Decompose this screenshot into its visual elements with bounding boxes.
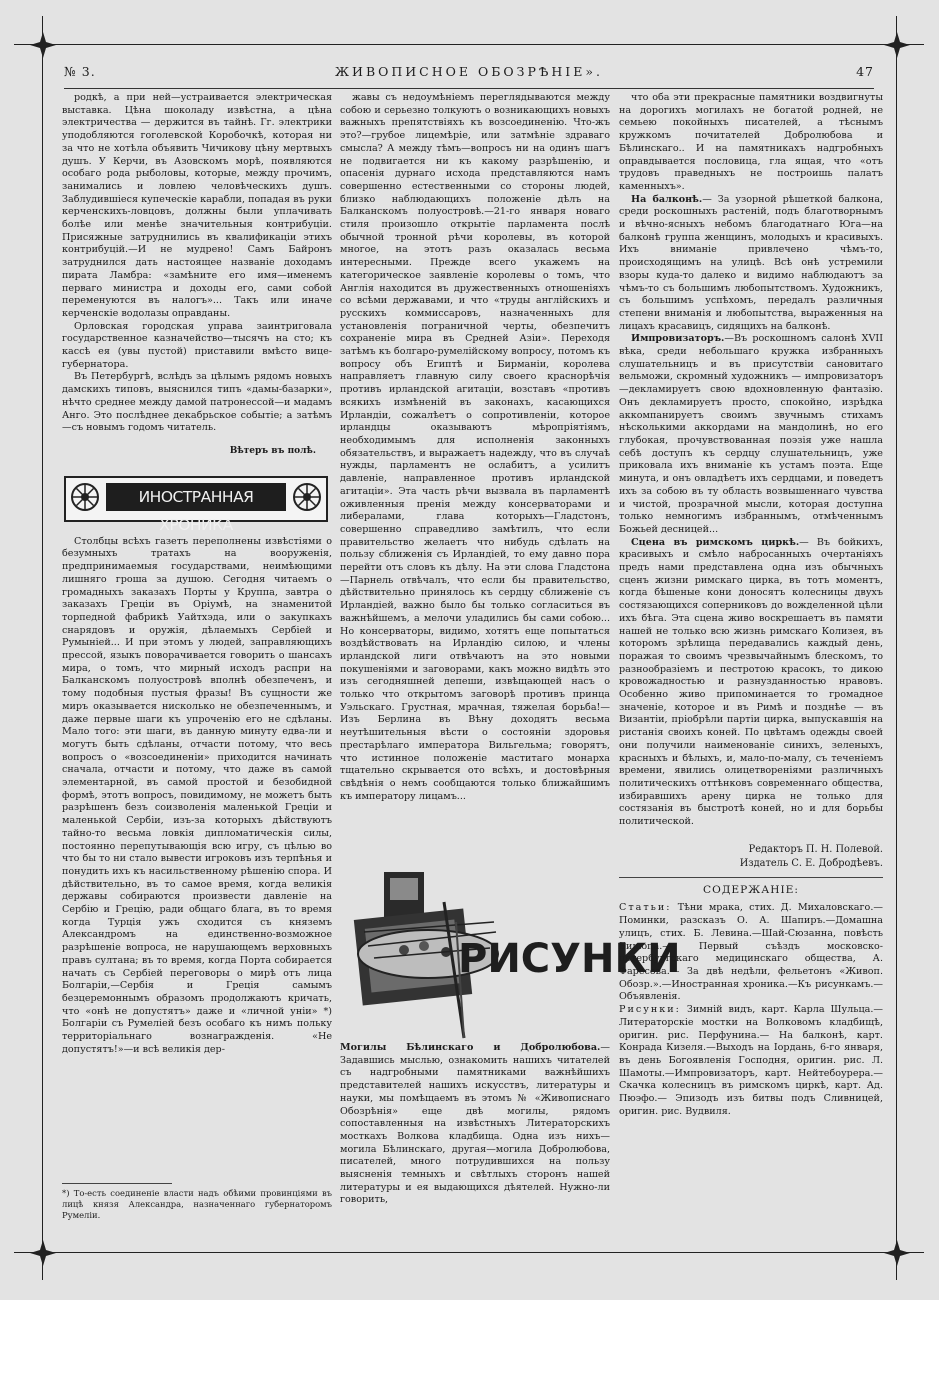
header-rule (64, 88, 874, 89)
article-section (619, 537, 883, 829)
section-lead: Сцена въ римскомъ циркѣ. (631, 536, 800, 548)
signature: Вѣтеръ въ полѣ. (229, 445, 316, 456)
contents-rule (619, 877, 883, 878)
publisher-line: Издатель С. Е. Добродѣевъ. (739, 857, 883, 869)
article-section (619, 333, 883, 536)
risunki-article (340, 1042, 610, 1207)
contents-lead: Рисунки: (619, 1004, 681, 1016)
article-body: —Задавшись мыслью, ознакомить нашихъ читателей съ надгробными памятниками важнѣйшихъ представителей нашихъ искусствъ, литературы и науки, мы помѣщаемъ въ этомъ № «Живописнаго Обозрѣнія» еще двѣ могилы, рядомъ сопоставленныя на извѣстныхъ Литераторскихъ мосткахъ Волкова кладбища. Одна изъ нихъ—могила Бѣлинскаго, другая—могила Добролюбова, писателей, много потрудившихся на пользу выясненія темныхъ и свѣтлыхъ сторонъ нашей литературы и ея выдающихся дѣятелей. Нужно-ли говорить, (340, 1042, 610, 1206)
contents-pictures: Зимній видъ, карт. Карла Шульца.—Литераторскіе мостки на Волковомъ кладбищѣ, оригин. рис. Перфунина.— На балконѣ, карт. Конрада Кизеля.—Выходъ на Іордань, 6-го января, въ день Богоявленія Господня, оригин. рис. Л. Шамоты.—Импровизаторъ, карт. Нейтебоурера.— Скачка колесницъ въ римскомъ циркѣ, карт. Ад. Пюэфо.— Эпизодъ изъ битвы подъ Сливницей, оригин. рис. Вудвиля. (619, 1004, 883, 1117)
frame-left-rule (42, 16, 43, 1280)
page-header (64, 58, 874, 82)
picture-label: РИСУНКИ (458, 936, 681, 982)
contents-list (619, 902, 883, 1118)
corner-ornament-icon (882, 30, 912, 60)
footnote-rule (62, 1183, 172, 1184)
section-banner (64, 476, 328, 534)
paragraph: Въ Петербургѣ, вслѣдъ за цѣлымъ рядомъ новыхъ дамскихъ типовъ, выяснился типъ «дамы-базарки», нѣчто среднее между дамой патронессой—и мадамъ Анго. Это послѣднее декабрьское событіе; а затѣмъ—съ новымъ годомъ читатель. (62, 371, 332, 434)
article-lead: Могилы Бѣлинскаго и Добролюбова. (340, 1042, 601, 1053)
article-section (619, 194, 883, 334)
corner-ornament-icon (28, 30, 58, 60)
editor-line: Редакторъ П. Н. Полевой. (748, 843, 883, 855)
contents-title: СОДЕРЖАНІЕ: (703, 883, 799, 896)
column-left (62, 92, 332, 1057)
journal-title: ЖИВОПИСНОЕ ОБОЗРѢНІЕ». (335, 64, 603, 79)
issue-number: № 3. (64, 64, 96, 79)
paragraph: Орловская городская управа заинтриговала государственное казначейство—тысячъ на сто; къ кассѣ ея (увы пустой) приставили вмѣсто вице-губернатора. (62, 320, 332, 370)
section-body: — Въ бойкихъ, красивыхъ и смѣло набросанныхъ очертаніяхъ предъ нами представлена одна изъ обычныхъ сценъ жизни римскаго цирка, въ тотъ моментъ, когда бѣшеные кони доносятъ колесницы двухъ состязающихся соперниковъ до вожделенной цѣли ихъ бѣга. Эта сцена живо воскрешаетъ въ памяти нашей не только всю жизнь римскаго Колизея, въ которомъ зрѣлища передавались каждый день, поражая то своимъ чрезвычайнымъ блескомъ, то разнообразіемъ и пестротою красокъ, то дикою кровожадностью и разнузданностью нравовъ. Особенно живо припоминается то громадное значеніе, которое и въ Римѣ и позднѣе — въ Византіи, пріобрѣли партіи цирка, выпускавшія на ристанія своихъ коней. По цвѣтамъ одежды своей они получили наименованіе синихъ, зеленыхъ, красныхъ и бѣлыхъ, и, мало-по-малу, съ теченіемъ времени, явились олицетвореніями различныхъ политическихъ оттѣнковъ современнаго общества, избиравшихъ арену цирка не только для состязанія въ быстротѣ коней, но и для борьбы политической. (619, 536, 883, 828)
column-middle (340, 92, 610, 803)
paragraph: что оба эти прекрасные памятники воздвигнуты на дорогихъ могилахъ не богатой родней, не семьею покойныхъ писателей, а тѣснымъ кружкомъ почитателей Добролюбова и Бѣлинскаго.. И на памятникахъ надгробныхъ оправдывается пословица, гла ящая, что «отъ трудовъ праведныхъ не построишь палатъ каменныхъ». (619, 92, 883, 192)
section-lead: На балконѣ. (631, 193, 703, 205)
corner-ornament-icon (882, 1238, 912, 1268)
editors-block (619, 843, 883, 871)
contents-articles: Тѣни мрака, стих. Д. Михаловскаго.— Поминки, разсказъ О. А. Шапиръ.—Домашна улицъ, стих. Б. Левина.—Шай-Сюзанна, повѣсть Бишопа.— Первый съѣздъ московско-петербургскаго медицинскаго общества, А. Фаресова.— За двѣ недѣли, фельетонъ «Живоп. Обозр.».—Иностранная хроника.—Къ рисункамъ.—Объявленія. (619, 902, 883, 1003)
section-body: —Въ роскошномъ салонѣ XVII вѣка, среди небольшаго кружка избранныхъ слушательницъ и въ присутствіи сановитаго вельможи, скромный художникъ — импровизаторъ—декламируетъ свою вдохновленную фантазію. Онъ декламируетъ просто, спокойно, изрѣдка аккомпанируетъ своимъ звучнымъ стихамъ нѣсколькими аккордами на мандолинѣ, но его глубокая, прочувствованная поэзія уже нашла себѣ доступъ къ сердцу слушательницъ, уже приковала ихъ вниманіе къ устамъ поэта. Еще минута, и онъ овладѣетъ ихъ сердцами, и поведетъ ихъ за собою въ ту область возвышеннаго чувства и чистой, прозрачной мысли, которая доступна только немногимъ избраннымъ, отмѣченнымъ Божьей десницей... (619, 333, 883, 535)
paragraph: жавы съ недоумѣніемъ переглядываются между собою и серьезно толкуютъ о возникающихъ новыхъ важныхъ препятствіяхъ къ возсоединенію. Что-жъ это?—грубое лицемѣріе, или затмѣніе здраваго смысла? А между тѣмъ—вопросъ ни на одинъ шагъ не подвигается ни къ какому разрѣшенію, и опасенія дурнаго исхода представляются намъ совершенно естественными со стороны людей, близко наблюдающихъ положеніе дѣлъ на Балканскомъ полуостровѣ.—21-го января новаго стиля произошло открытіе парламента послѣ обычной тронной рѣчи королевы, въ которой многое, на этотъ разъ оказалась весьма интересными. Прежде всего укажемъ на категорическое заявленіе королевы о томъ, что Англія находится въ дружественныхъ отношеніяхъ со всѣми державами, и что «труды англійскихъ и русскихъ коммиссаровъ, назначенныхъ для установленія пограничной черты, обезпечитъ сохраненіе мира въ Средней Азіи». Переходя затѣмъ къ болгаро-румелійскому вопросу, потомъ къ вопросу объ Египтѣ и Бирманіи, королева направляетъ главную силу своего краснорѣчія противъ ирландской агитаціи, возставъ «противъ всякихъ измѣненій въ законахъ, касающихся Ирландіи, сожалѣетъ о сопротивленіи, которое ирландцы оказываютъ мѣропріятіямъ, необходимымъ для исполненія законныхъ обязательствъ, и выражаетъ надежду, что въ случаѣ нужды, парламентъ не ослабитъ, а усилитъ давленіе, направленное противъ ирландской агитаціи». Эта часть рѣчи вызвала въ парламентѣ оживленныя пренія между консерваторами и либералами, глава которыхъ—Гладстонъ, совершенно справедливо замѣтилъ, что если правительство желаетъ что нибудь сдѣлать на пользу сближенія съ Ирландіей, то ему давно пора перейти отъ словъ къ дѣлу. На эти слова Гладстона—Парнель отвѣчалъ, что если бы правительство, дѣйствительно принялось къ сердцу сближеніе съ Ирландіей, важно было бы только согласиться въ важнѣйшемъ, а мелочи уладились бы сами собою... Но консерваторы, видимо, хотятъ еще попытаться воздѣйствовать на Ирландію силою, и члены ирландской лиги отвѣчаютъ на это новыми покушеніями и заговорами, какъ можно видѣть это изъ сегодняшней депеши, извѣщающей насъ о только что открытомъ заговорѣ противъ принца Уэльскаго. Грустная, мрачная, тяжелая борьба!—Изъ Берлина въ Вѣну доходятъ весьма неутѣшительныя вѣсти о состояніи здоровья престарѣлаго императора Вильгельма; говорятъ, что истинное положеніе маститаго монарха тщательно скрывается ото всѣхъ, и достовѣрныя свѣдѣнія о немъ сообщаются только ближайшимъ къ императору лицамъ... (340, 92, 610, 802)
rosette-icon (70, 482, 100, 512)
contents-lead: Статьи: (619, 902, 672, 914)
frame-top-rule (14, 44, 924, 45)
banner-title: ИНОСТРАННАЯ ХРОНИКА (106, 483, 286, 511)
section-body: — За узорной рѣшеткой балкона, среди роскошныхъ растеній, подъ благотворнымъ и вѣчно-ясныхъ небомъ благодатнаго Юга—на балконѣ группа женщинъ, молодыхъ и красивыхъ. Ихъ вниманіе привлечено чѣмъ-то, происходящимъ на улицѣ. Всѣ онѣ устремили взоры куда-то далеко и видимо наблюдаютъ за чѣмъ-то съ большимъ любопытствомъ. Художникъ, съ большимъ успѣхомъ, передалъ различныя степени вниманія и любопытства, выраженныя на лицахъ красавицъ, сидящихъ на балконѣ. (619, 193, 884, 332)
paragraph: Столбцы всѣхъ газетъ переполнены извѣстіями о безумныхъ тратахъ на вооруженія, предпринимаемыя государствами, неимѣющими лишняго гроша за душою. Сегодня читаемъ о громадныхъ заказахъ Порты у Круппа, завтра о заказахъ Греціи въ Оріумѣ, на знаменитой торпедной фабрикѣ Уайтхэда, или о закупкахъ снарядовъ и оружія, дѣлаемыхъ Сербіей и Румыніей... И при этомъ у людей, заправляющихъ прессой, языкъ поворачивается говорить о шансахъ мира, о томъ, что мирный исходъ распри на Балканскомъ полуостровѣ вполнѣ обезпеченъ, и тому подобныя пустыя фразы! Въ сущности же миръ оказывается нисколько не обезпеченнымъ, и даже первые шаги къ упроченію его не сдѣланы. Мало того: эти шаги, въ данную минуту едва-ли и могутъ быть сдѣланы, отчасти потому, что весь вопросъ о «возсоединеніи» приходится начинать сначала, отчасти и потому, что даже въ самой элементарной, въ самой простой и безобидной формѣ, этотъ вопросъ, повидимому, не можетъ быть разрѣшенъ безъ соизволенія маленькой Греціи и маленькой Сербіи, изъ-за которыхъ дѣйствуютъ тайно-то весьма ловкія дипломатическія силы, постоянно перепутывающія всю игру, съ цѣлью во что бы то ни стало вывести игроковъ изъ терпѣнья и понудить ихъ къ насильственному рѣшенію спора. И дѣйствительно, въ то самое время, когда великія державы собираются произвести давленіе на Сербію и Грецію, ради общаго блага, въ то время когда Турція ужъ сходится съ княземъ Александромъ на единственно-возможное разрѣшеніе вопроса, не нарушающемъ верховныхъ правъ султана; въ то время, когда Порта собирается начать съ Сербіей переговоры о мирѣ отъ лица Болгаріи,—Сербія и Греція самымъ безцеремоннымъ образомъ продолжаютъ кричать, что «онѣ не допустятъ» даже и «личной уніи» *) Болгаріи съ Румеліей безъ особаго къ нимъ польку территоріальнаго вознагражденія. «Не допустятъ!»—и всѣ великія дер- (62, 535, 332, 1055)
column-right (619, 92, 883, 1118)
frame-right-rule (896, 16, 897, 1280)
rosette-icon (292, 482, 322, 512)
paragraph: родкѣ, а при ней—устраивается электрическая выставка. Цѣна шоколаду извѣстна, а цѣна электричества — держится въ тайнѣ. Гг. электрики уподобляются гоголевской Коробочкѣ, которая ни за что не хотѣла объявить Чичикову цѣну мертвыхъ душъ. У Керчи, въ Азовскомъ морѣ, появляются особаго рода рыболовы, которые, между прочимъ, занимались и ловлею человѣческихъ душъ. Заблудившіеся купеческіе карабли, попадая въ руки керченскихъ-ловцовъ, должны были уплачивать болѣе или менѣе значительныя контрибуціи. Присяжные затруднились въ квалификаціи этихъ контрибуцій.—И не мудрено! Самъ Байронъ затруднился дать настоящее названіе доходамъ пирата Ламбра: «замѣните его имя—именемъ перваго министра и доходы его, сами собой переменуются въ налогъ»... Такъ или иначе керченскіе водолазы оправданы. (62, 92, 332, 319)
frame-bottom-rule (14, 1252, 924, 1253)
corner-ornament-icon (28, 1238, 58, 1268)
section-lead: Импровизаторъ. (631, 333, 725, 345)
page-number: 47 (856, 64, 874, 79)
footnote: *) То-есть соединеніе власти надъ обѣими провинціями въ лицѣ князя Александра, назначеннаго губернаторомъ Румеліи. (62, 1188, 332, 1220)
